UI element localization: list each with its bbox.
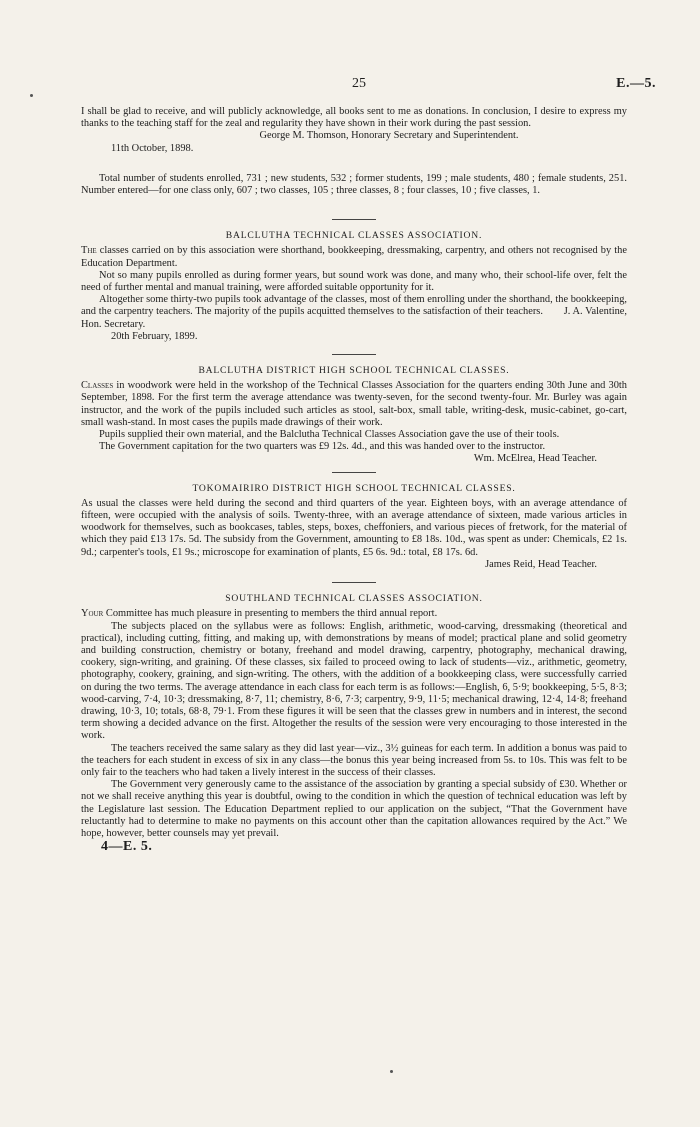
section-signature: James Reid, Head Teacher. (485, 558, 597, 570)
balclutha-high-school-section (81, 365, 627, 466)
section-paragraph: The Government capitation for the two quarters was £9 12s. 4d., and this was handed over to the instructor. (99, 441, 546, 453)
lead-word: The (81, 245, 97, 257)
section-divider (332, 582, 376, 583)
section-paragraph (81, 294, 627, 331)
section-paragraph: Pupils supplied their own material, and the Balclutha Technical Classes Association gave the use of their tools. (99, 429, 560, 441)
lead-word: Your (81, 608, 104, 620)
page-header (0, 76, 700, 96)
section-paragraph (81, 608, 627, 620)
document-reference: E.—5. (616, 76, 656, 91)
paragraph-text: in woodwork were held in the workshop of the Technical Classes Association for the quarters ending 30th June and 30th September, 1898. For the first term the average attendance was twenty-seven, for the second twenty-four. Mr. Burley was again instructor, and the work of the pupils included such articles as stool, salt-box, small table, writing-desk, music-cabinet, go-cart, small wash-stand. In most cases the pupils made drawings of their work. (81, 380, 627, 428)
section-title: TOKOMAIRIRO DISTRICT HIGH SCHOOL TECHNICAL CLASSES. (192, 482, 516, 494)
section-date: 20th February, 1899. (111, 330, 198, 342)
section-title: BALCLUTHA DISTRICT HIGH SCHOOL TECHNICAL CLASSES. (198, 365, 510, 377)
section-paragraph (81, 380, 627, 429)
section-divider (332, 354, 376, 355)
page-number: 25 (352, 76, 366, 91)
section-title: SOUTHLAND TECHNICAL CLASSES ASSOCIATION. (225, 593, 483, 605)
section-signature: Wm. McElrea, Head Teacher. (473, 453, 597, 465)
southland-section (81, 593, 627, 840)
paragraph-text: Altogether some thirty-two pupils took advantage of the classes, most of them enrolling under the shorthand, the bookkeeping, and the carpentry teachers. The majority of the pupils acquitted themselves to the satisfaction of their teachers. (81, 294, 627, 318)
margin-dot (30, 94, 33, 97)
section-paragraph: The Government very generously came to the assistance of the association by granting a special subsidy of £30. Whether or not we shall receive anything this year is doubtful, owing to the condition in which the question of technical education was left by the Legislature last session. The Education Department replied to our application on the subject, “That the Government have reluctantly had to determine to make no payments on this account other than the capitation allowances required by the Act.” We hope, however, better counsels may yet prevail. (81, 779, 627, 839)
section-paragraph: Not so many pupils enrolled as during former years, but sound work was done, and many who, their school-life over, felt the need of further mental and manual training, were afforded suitable opportunity for it. (81, 269, 627, 294)
intro-signature: George M. Thomson, Honorary Secretary and Superintendent. (259, 130, 519, 142)
section-title: BALCLUTHA TECHNICAL CLASSES ASSOCIATION. (225, 230, 483, 242)
intro-paragraph: I shall be glad to receive, and will publicly acknowledge, all books sent to me as donations. In conclusion, I desire to express my thanks to the teaching staff for the zeal and regularity they have shown in their work during the past session. (81, 106, 627, 130)
page-body (81, 106, 627, 853)
tokomairiro-section (81, 483, 627, 571)
paragraph-text: Committee has much pleasure in presenting to members the third annual report. (105, 608, 438, 620)
section-signature: J. A. Valentine, Hon. Secretary. (81, 306, 627, 330)
section-paragraph: As usual the classes were held during the second and third quarters of the year. Eighteen boys, with an average attendance of fifteen, were occupied with the analysis of soils. Twenty-three, with an average attendance of sixteen, made various articles in woodwork for themselves, such as bookcases, tables, steps, boxes, cheffoniers, and various pieces of fretwork, for the material of which they paid £13 17s. 5d. The subsidy from the Government, amounting to £8 18s. 10d., was spent as under: Chemicals, £2 1s. 9d.; carpenter's tools, £1 9s.; microscope for examination of plants, £5 6s. 9d.: total, £8 17s. 6d. (81, 497, 627, 558)
section-divider (332, 219, 376, 220)
section-paragraph: The teachers received the same salary as they did last year—viz., 3½ guineas for each term. In addition a bonus was paid to the teachers for each student in excess of six in any class—the bonus this year being increased from 5s. to 10s. This was felt to be only fair to the teachers who had taken a lively interest in the success of their classes. (81, 742, 627, 778)
enrolment-totals: Total number of students enrolled, 731 ; new students, 532 ; former students, 199 ; male students, 480 ; female students, 251. Number entered—for one class only, 607 ; two classes, 105 ; three classes, 8 ; four classes, 10 ; five classes, 1. (81, 172, 627, 197)
section-divider (332, 472, 376, 473)
lead-word: Classes (81, 380, 114, 392)
section-paragraph: The subjects placed on the syllabus were as follows: English, arithmetic, wood-carving, dressmaking (theoretical and practical), including cutting, fitting, and making up, with demonstrations by means of model; practical plane and solid geometry and building construction, chemistry or botany, freehand and model drawing, carpentry, photography, mechanical drawing, cookery, sign-writing, and graining. Of these classes, six failed to proceed owing to lack of students—viz., arithmetic, geometry, photography, cookery, graining, and sign-writing. The others, with the addition of a bookkeeping class, were successfully carried on during the two terms. The average attendance in each class for each term is as follows:—English, 6, 5·9; bookkeeping, 5·5, 8·3; wood-carving, 7·4, 10·3; dressmaking, 8·7, 11; chemistry, 8·6, 7·3; carpentry, 9·9, 11·5; mechanical drawing, 12·4, 14·8; freehand drawing, 10·3, 10; totals, 68·8, 79·1. From these figures it will be seen that the classes grew in numbers and in interest, the second term showing a decided advance on the first. Altogether the results of the session were very encouraging to those interested in the work. (81, 620, 627, 742)
spacer (81, 155, 627, 173)
paragraph-text: classes carried on by this association were shorthand, bookkeeping, dressmaking, carpentry, and others not recognised by the Education Department. (81, 245, 627, 269)
bottom-dot (390, 1070, 393, 1073)
signature-mark: 4—E. 5. (101, 839, 153, 855)
intro-date: 11th October, 1898. (111, 142, 194, 154)
balclutha-association-section (81, 230, 627, 343)
section-paragraph (81, 245, 627, 269)
